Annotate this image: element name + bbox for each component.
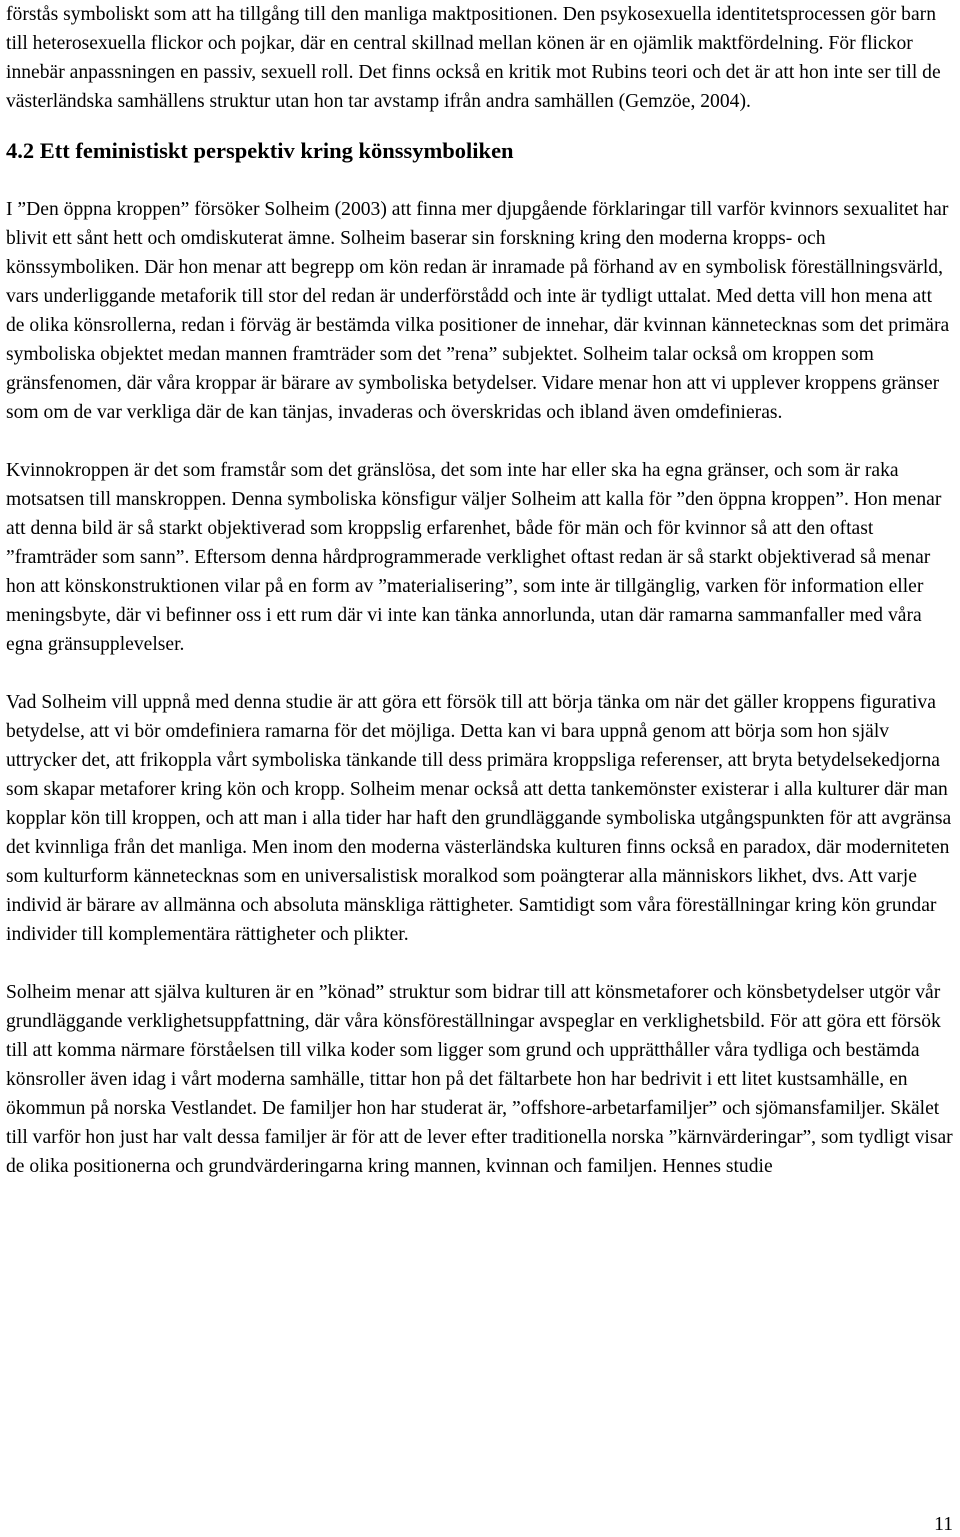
document-page xyxy=(6,0,954,1181)
spacer xyxy=(6,949,954,978)
spacer xyxy=(6,116,954,136)
spacer xyxy=(6,166,954,195)
spacer xyxy=(6,659,954,688)
spacer xyxy=(6,427,954,456)
paragraph-4: Solheim menar att själva kulturen är en ”könad” struktur som bidrar till att könsmetaforer och könsbetydelser utgör vår grundläggande verklighetsuppfattning, där våra könsföreställningar avspeglar en verklighetsbild. För att göra ett försök till att komma närmare förståelsen till vilka koder som ligger som grund och upprätthåller våra tydliga och bestämda könsroller även idag i vårt moderna samhälle, tittar hon på det fältarbete hon har bedrivit i ett litet kustsamhälle, en ökommun på norska Vestlandet. De familjer hon har studerat är, ”offshore-arbetarfamiljer” och sjömansfamiljer. Skälet till varför hon just har valt dessa familjer är för att de lever efter traditionella norska ”kärnvärderingar”, som tydligt visar de olika positionerna och grundvärderingarna kring mannen, kvinnan och familjen. Hennes studie xyxy=(6,982,953,1177)
page-number: 11 xyxy=(934,1514,953,1535)
paragraph-1: I ”Den öppna kroppen” försöker Solheim (2003) att finna mer djupgående förklaringar till varför kvinnors sexualitet har blivit ett sånt hett och omdiskuterat ämne. Solheim baserar sin forskning kring den moderna kropps- och könssymboliken. Där hon menar att begrepp om kön redan är inramade på förhand av en symbolisk föreställningsvärld, vars underliggande metaforik till stor del redan är underförstådd och inte är tydligt uttalat. Med detta vill hon mena att de olika könsrollerna, redan i förväg är bestämda vilka positioner de innehar, där kvinnan kännetecknas som det primära symboliska objektet medan mannen framträder som det ”rena” subjektet. Solheim talar också om kroppen som gränsfenomen, där våra kroppar är bärare av symboliska betydelser. Vidare menar hon att vi upplever kroppens gränser som om de var verkliga där de kan tänjas, invaderas och överskridas och ibland även omdefinieras. xyxy=(6,199,950,423)
paragraph-intro: förstås symboliskt som att ha tillgång till den manliga maktpositionen. Den psykosexuella identitetsprocessen gör barn till heterosexuella flickor och pojkar, där en central skillnad mellan könen är en ojämlik maktfördelning. För flickor innebär anpassningen en passiv, sexuell roll. Det finns också en kritik mot Rubins teori och det är att hon inte ser till de västerländska samhällens struktur utan hon tar avstamp ifrån andra samhällen (Gemzöe, 2004). xyxy=(6,4,941,112)
paragraph-2: Kvinnokroppen är det som framstår som det gränslösa, det som inte har eller ska ha egna gränser, och som är raka motsatsen till manskroppen. Denna symboliska könsfigur väljer Solheim att kalla för ”den öppna kroppen”. Hon menar att denna bild är så starkt objektiverad som kroppslig erfarenhet, både för män och för kvinnor så att den oftast ”framträder som sann”. Eftersom denna hårdprogrammerade verklighet oftast redan är så starkt objektiverad så menar hon att könskonstruktionen vilar på en form av ”materialisering”, som inte är tillgänglig, varken för information eller meningsbyte, där vi befinner oss i ett rum där vi inte kan tänka annorlunda, utan där ramarna sammanfaller med våra egna gränsupplevelser. xyxy=(6,460,942,655)
paragraph-3: Vad Solheim vill uppnå med denna studie är att göra ett försök till att börja tänka om när det gäller kroppens figurativa betydelse, att vi bör omdefiniera ramarna för det möjliga. Detta kan vi bara uppnå genom att börja som hon själv uttrycker det, att frikoppla vårt symboliska tänkande till dess primära kroppsliga referenser, att bryta betydelsekedjorna som skapar metaforer kring kön och kropp. Solheim menar också att detta tankemönster existerar i alla kulturer där man kopplar kön till kroppen, och att man i alla tider har haft den grundläggande symboliska utgångspunkten för att avgränsa det kvinnliga från det manliga. Men inom den moderna västerländska kulturen finns också en paradox, där moderniteten som kulturform kännetecknas som en universalistisk moralkod som poängterar alla människors likhet, dvs. Att varje individ är bärare av allmänna och absoluta mänskliga rättigheter. Samtidigt som våra föreställningar kring kön grundar individer till komplementära rättigheter och plikter. xyxy=(6,692,952,945)
section-heading: 4.2 Ett feministiskt perspektiv kring könssymboliken xyxy=(6,138,514,163)
